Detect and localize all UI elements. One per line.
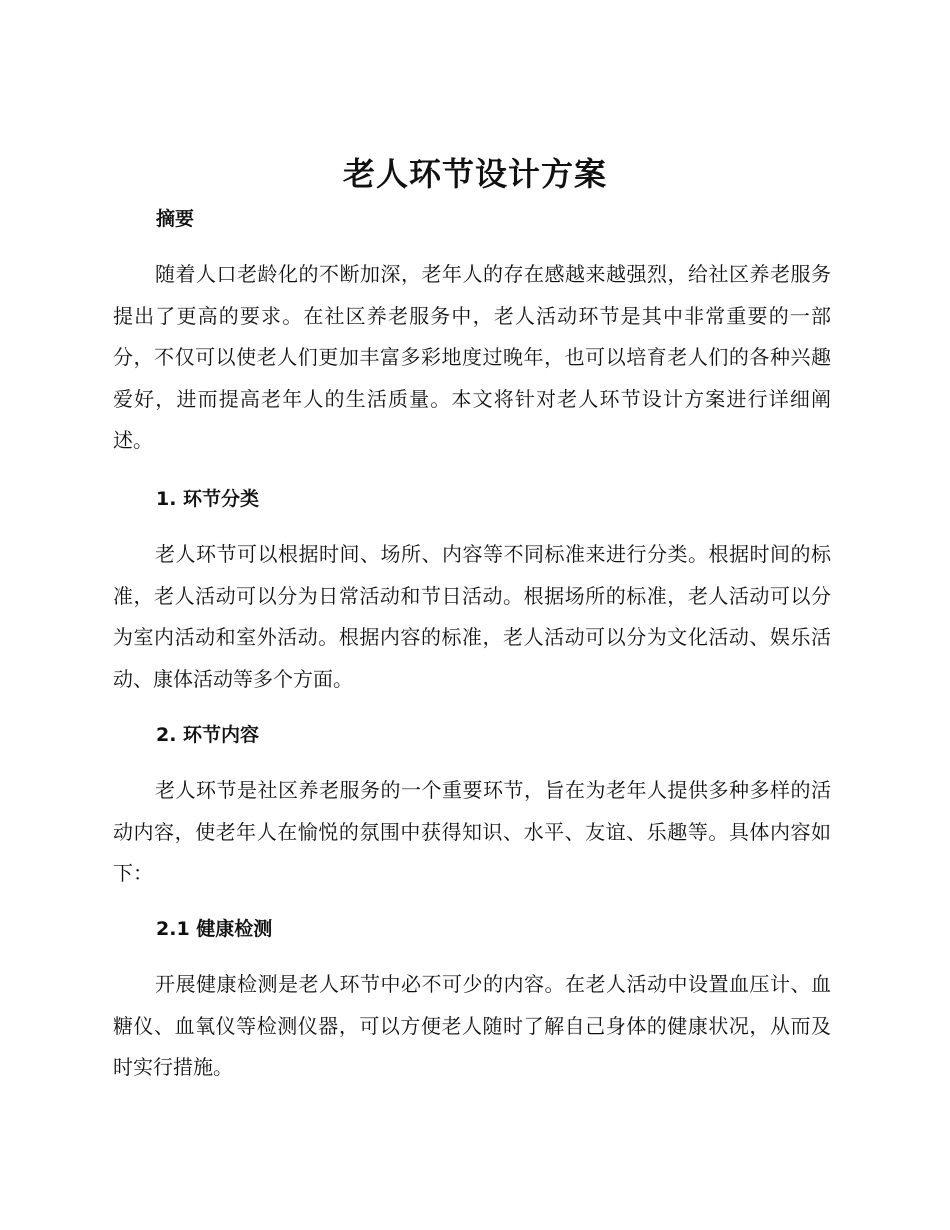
- document-title: 老人环节设计方案: [342, 155, 607, 193]
- abstract-paragraph: 随着人口老龄化的不断加深，老年人的存在感越来越强烈，给社区养老服务提出了更高的要求。在社区养老服务中，老人活动环节是其中非常重要的一部分，不仅可以使老人们更加丰富多彩地度过晚年，也可以培育老人们的各种兴趣爱好，进而提高老年人的生活质量。本文将针对老人环节设计方案进行详细阐述。: [113, 262, 831, 452]
- section-heading-health-check: 2.1 健康检测: [156, 918, 273, 940]
- section-paragraph-classification: 老人环节可以根据时间、场所、内容等不同标准来进行分类。根据时间的标准，老人活动可以分为日常活动和节日活动。根据场所的标准，老人活动可以分为室内活动和室外活动。根据内容的标准，老人活动可以分为文化活动、娱乐活动、康体活动等多个方面。: [113, 542, 831, 691]
- section-heading-content: 2. 环节内容: [156, 724, 260, 746]
- section-paragraph-health-check: 开展健康检测是老人环节中必不可少的内容。在老人活动中设置血压计、血糖仪、血氧仪等检测仪器，可以方便老人随时了解自己身体的健康状况，从而及时实行措施。: [113, 972, 831, 1079]
- section-paragraph-content: 老人环节是社区养老服务的一个重要环节，旨在为老年人提供多种多样的活动内容，使老年人在愉悦的氛围中获得知识、水平、友谊、乐趣等。具体内容如下：: [113, 778, 831, 885]
- abstract-heading: 摘要: [156, 208, 195, 230]
- section-heading-classification: 1. 环节分类: [156, 488, 260, 510]
